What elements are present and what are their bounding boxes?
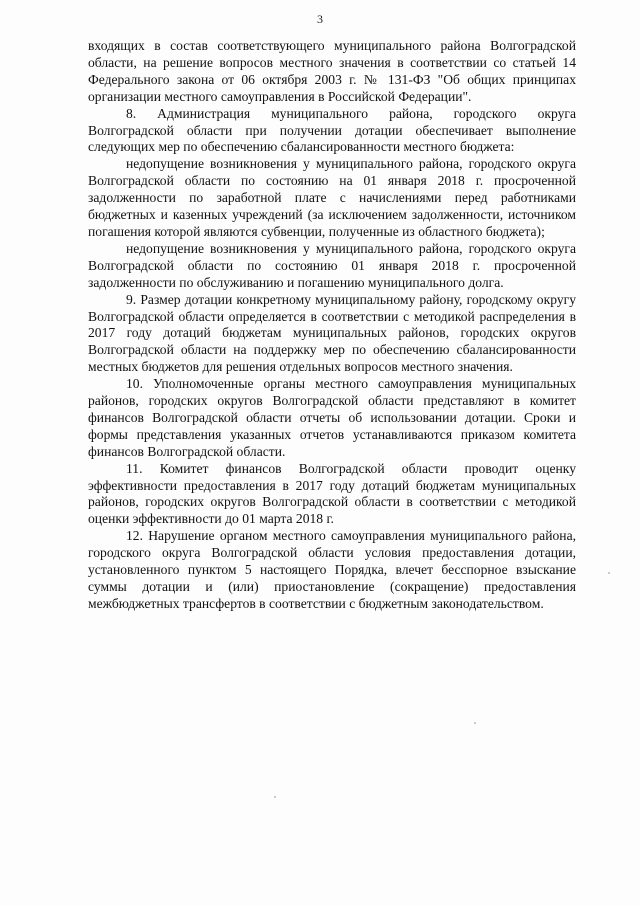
paragraph-item-10: 10. Уполномоченные органы местного самоуправления муниципальных районов, городских округов Волгоградской области представляют в комитет финансов Волгоградской области отчеты об использовании дотации. Сроки и формы представления указанных отчетов устанавливаются приказом комитета финансов Волгоградской области. <box>88 376 576 459</box>
document-body <box>88 38 576 613</box>
scan-speck <box>274 796 276 798</box>
paragraph-item-8: 8. Администрация муниципального района, городского округа Волгоградской области при получении дотации обеспечивает выполнение следующих мер по обеспечению сбалансированности местного бюджета: <box>88 105 576 155</box>
scan-speck <box>608 572 610 574</box>
paragraph-item-11: 11. Комитет финансов Волгоградской области проводит оценку эффективности предоставления в 2017 году дотаций бюджетам муниципальных районов, городских округов Волгоградской области в соответствии с методикой оценки эффективности до 01 марта 2018 г. <box>88 460 576 527</box>
paragraph-item-8-measure-1: недопущение возникновения у муниципального района, городского округа Волгоградской области по состоянию на 01 января 2018 г. просроченной задолженности по заработной плате с начислениями перед работниками бюджетных и казенных учреждений (за исключением задолженности, источником погашения которой являются субвенции, полученные из областного бюджета); <box>88 156 576 239</box>
paragraph-item-12: 12. Нарушение органом местного самоуправления муниципального района, городского округа Волгоградской области условия предоставления дотации, установленного пунктом 5 настоящего Порядка, влечет бесспорное взыскание суммы дотации и (или) приостановление (сокращение) предоставления межбюджетных трансфертов в соответствии с бюджетным законодательством. <box>88 528 576 611</box>
scan-speck <box>474 722 476 724</box>
paragraph-continuation: входящих в состав соответствующего муниципального района Волгоградской области, на решение вопросов местного значения в соответствии со статьей 14 Федерального закона от 06 октября 2003 г. № 131-ФЗ "Об общих принципах организации местного самоуправления в Российской Федерации". <box>88 38 576 104</box>
paragraph-item-9: 9. Размер дотации конкретному муниципальному району, городскому округу Волгоградской области определяется в соответствии с методикой распределения в 2017 году дотаций бюджетам муниципальных районов, городских округов Волгоградской области на поддержку мер по обеспечению сбалансированности местных бюджетов для решения отдельных вопросов местного значения. <box>88 291 576 375</box>
page-number: 3 <box>317 12 323 26</box>
paragraph-item-8-measure-2: недопущение возникновения у муниципального района, городского округа Волгоградской области по состоянию 01 января 2018 г. просроченной задолженности по обслуживанию и погашению муниципального долга. <box>88 240 576 290</box>
